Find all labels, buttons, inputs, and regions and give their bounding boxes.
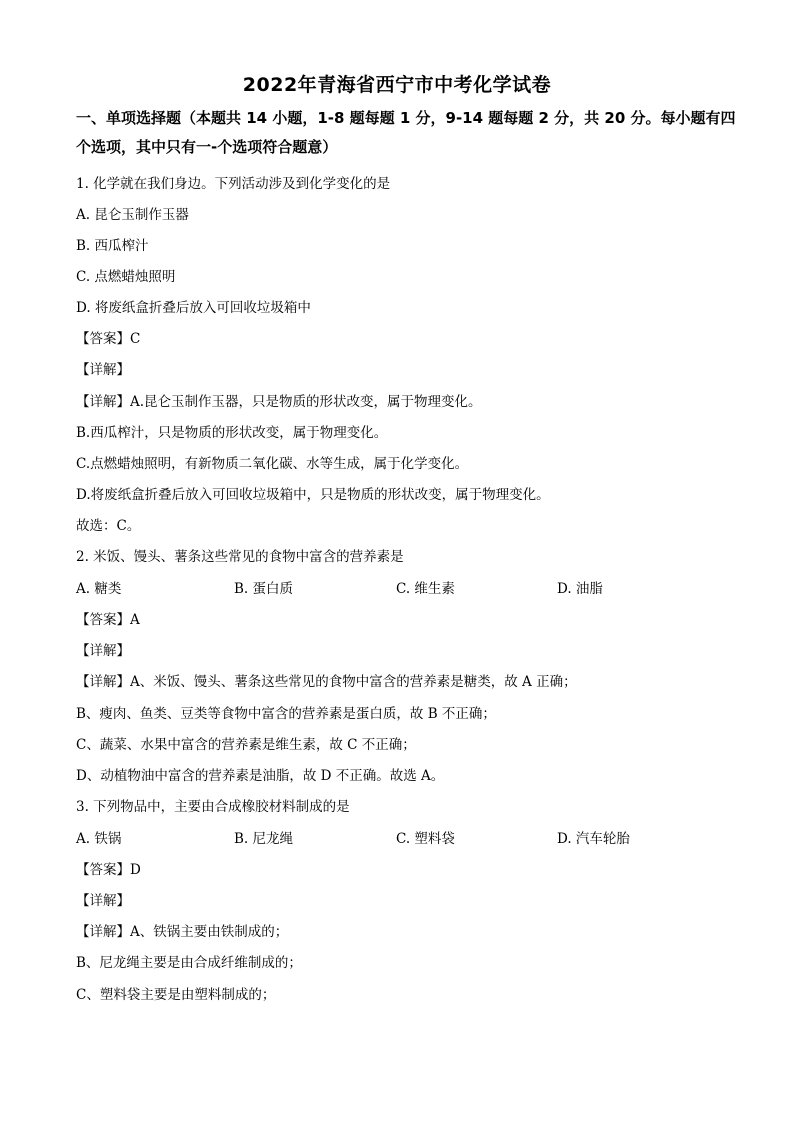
question-1-option-c: C. 点燃蜡烛照明 bbox=[76, 269, 176, 285]
page-title: 2022年青海省西宁市中考化学试卷 bbox=[242, 74, 552, 96]
question-2-explanation: C、蔬菜、水果中富含的营养素是维生素，故 C 不正确； bbox=[76, 737, 416, 753]
question-2-explanation: 【详解】A、米饭、馒头、薯条这些常见的食物中富含的营养素是糖类，故 A 正确； bbox=[76, 674, 577, 690]
question-2-option-a: A. 糖类 bbox=[76, 581, 122, 597]
question-3-option-d: D. 汽车轮胎 bbox=[557, 831, 630, 847]
question-2-stem: 2. 米饭、馒头、薯条这些常见的食物中富含的营养素是 bbox=[76, 549, 404, 565]
question-1-stem: 1. 化学就在我们身边。下列活动涉及到化学变化的是 bbox=[76, 176, 391, 192]
question-1-option-d: D. 将废纸盒折叠后放入可回收垃圾箱中 bbox=[76, 300, 311, 316]
question-3-explanation: 【详解】A、铁锅主要由铁制成的； bbox=[76, 924, 289, 940]
question-1-detail-label: 【详解】 bbox=[76, 362, 130, 378]
question-1-option-a: A. 昆仑玉制作玉器 bbox=[76, 207, 189, 223]
question-2-option-c: C. 维生素 bbox=[396, 581, 455, 597]
question-2-explanation: B、瘦肉、鱼类、豆类等食物中富含的营养素是蛋白质，故 B 不正确； bbox=[76, 706, 496, 722]
question-3-option-b: B. 尼龙绳 bbox=[234, 831, 294, 847]
question-3-option-a: A. 铁锅 bbox=[76, 831, 122, 847]
question-2-option-b: B. 蛋白质 bbox=[234, 581, 294, 597]
question-1-option-b: B. 西瓜榨汁 bbox=[76, 238, 149, 254]
question-1-explanation: D.将废纸盒折叠后放入可回收垃圾箱中，只是物质的形状改变，属于物理变化。 bbox=[76, 487, 550, 503]
question-1-explanation: 【详解】A.昆仑玉制作玉器，只是物质的形状改变，属于物理变化。 bbox=[76, 394, 482, 410]
question-1-explanation: 故选：C。 bbox=[76, 518, 141, 534]
question-1-explanation: C.点燃蜡烛照明，有新物质二氧化碳、水等生成，属于化学变化。 bbox=[76, 456, 469, 472]
question-2-option-d: D. 油脂 bbox=[557, 581, 603, 597]
question-1-answer: 【答案】C bbox=[76, 331, 141, 347]
question-1-explanation: B.西瓜榨汁，只是物质的形状改变，属于物理变化。 bbox=[76, 425, 388, 441]
section-heading-line-1: 一、单项选择题（本题共 14 小题，1-8 题每题 1 分，9-14 题每题 2 分，共 20 分。每小题有四 bbox=[76, 109, 736, 127]
section-heading-line-2: 个选项，其中只有一-个选项符合题意） bbox=[76, 138, 338, 156]
question-3-stem: 3. 下列物品中，主要由合成橡胶材料制成的是 bbox=[76, 799, 350, 815]
question-2-answer: 【答案】A bbox=[76, 612, 140, 628]
question-2-detail-label: 【详解】 bbox=[76, 643, 130, 659]
question-3-explanation: B、尼龙绳主要是由合成纤维制成的； bbox=[76, 955, 302, 971]
question-3-answer: 【答案】D bbox=[76, 862, 141, 878]
question-3-option-c: C. 塑料袋 bbox=[396, 831, 455, 847]
question-2-explanation: D、动植物油中富含的营养素是油脂，故 D 不正确。故选 A。 bbox=[76, 768, 445, 784]
question-3-explanation: C、塑料袋主要是由塑料制成的； bbox=[76, 987, 276, 1003]
question-3-detail-label: 【详解】 bbox=[76, 893, 130, 909]
